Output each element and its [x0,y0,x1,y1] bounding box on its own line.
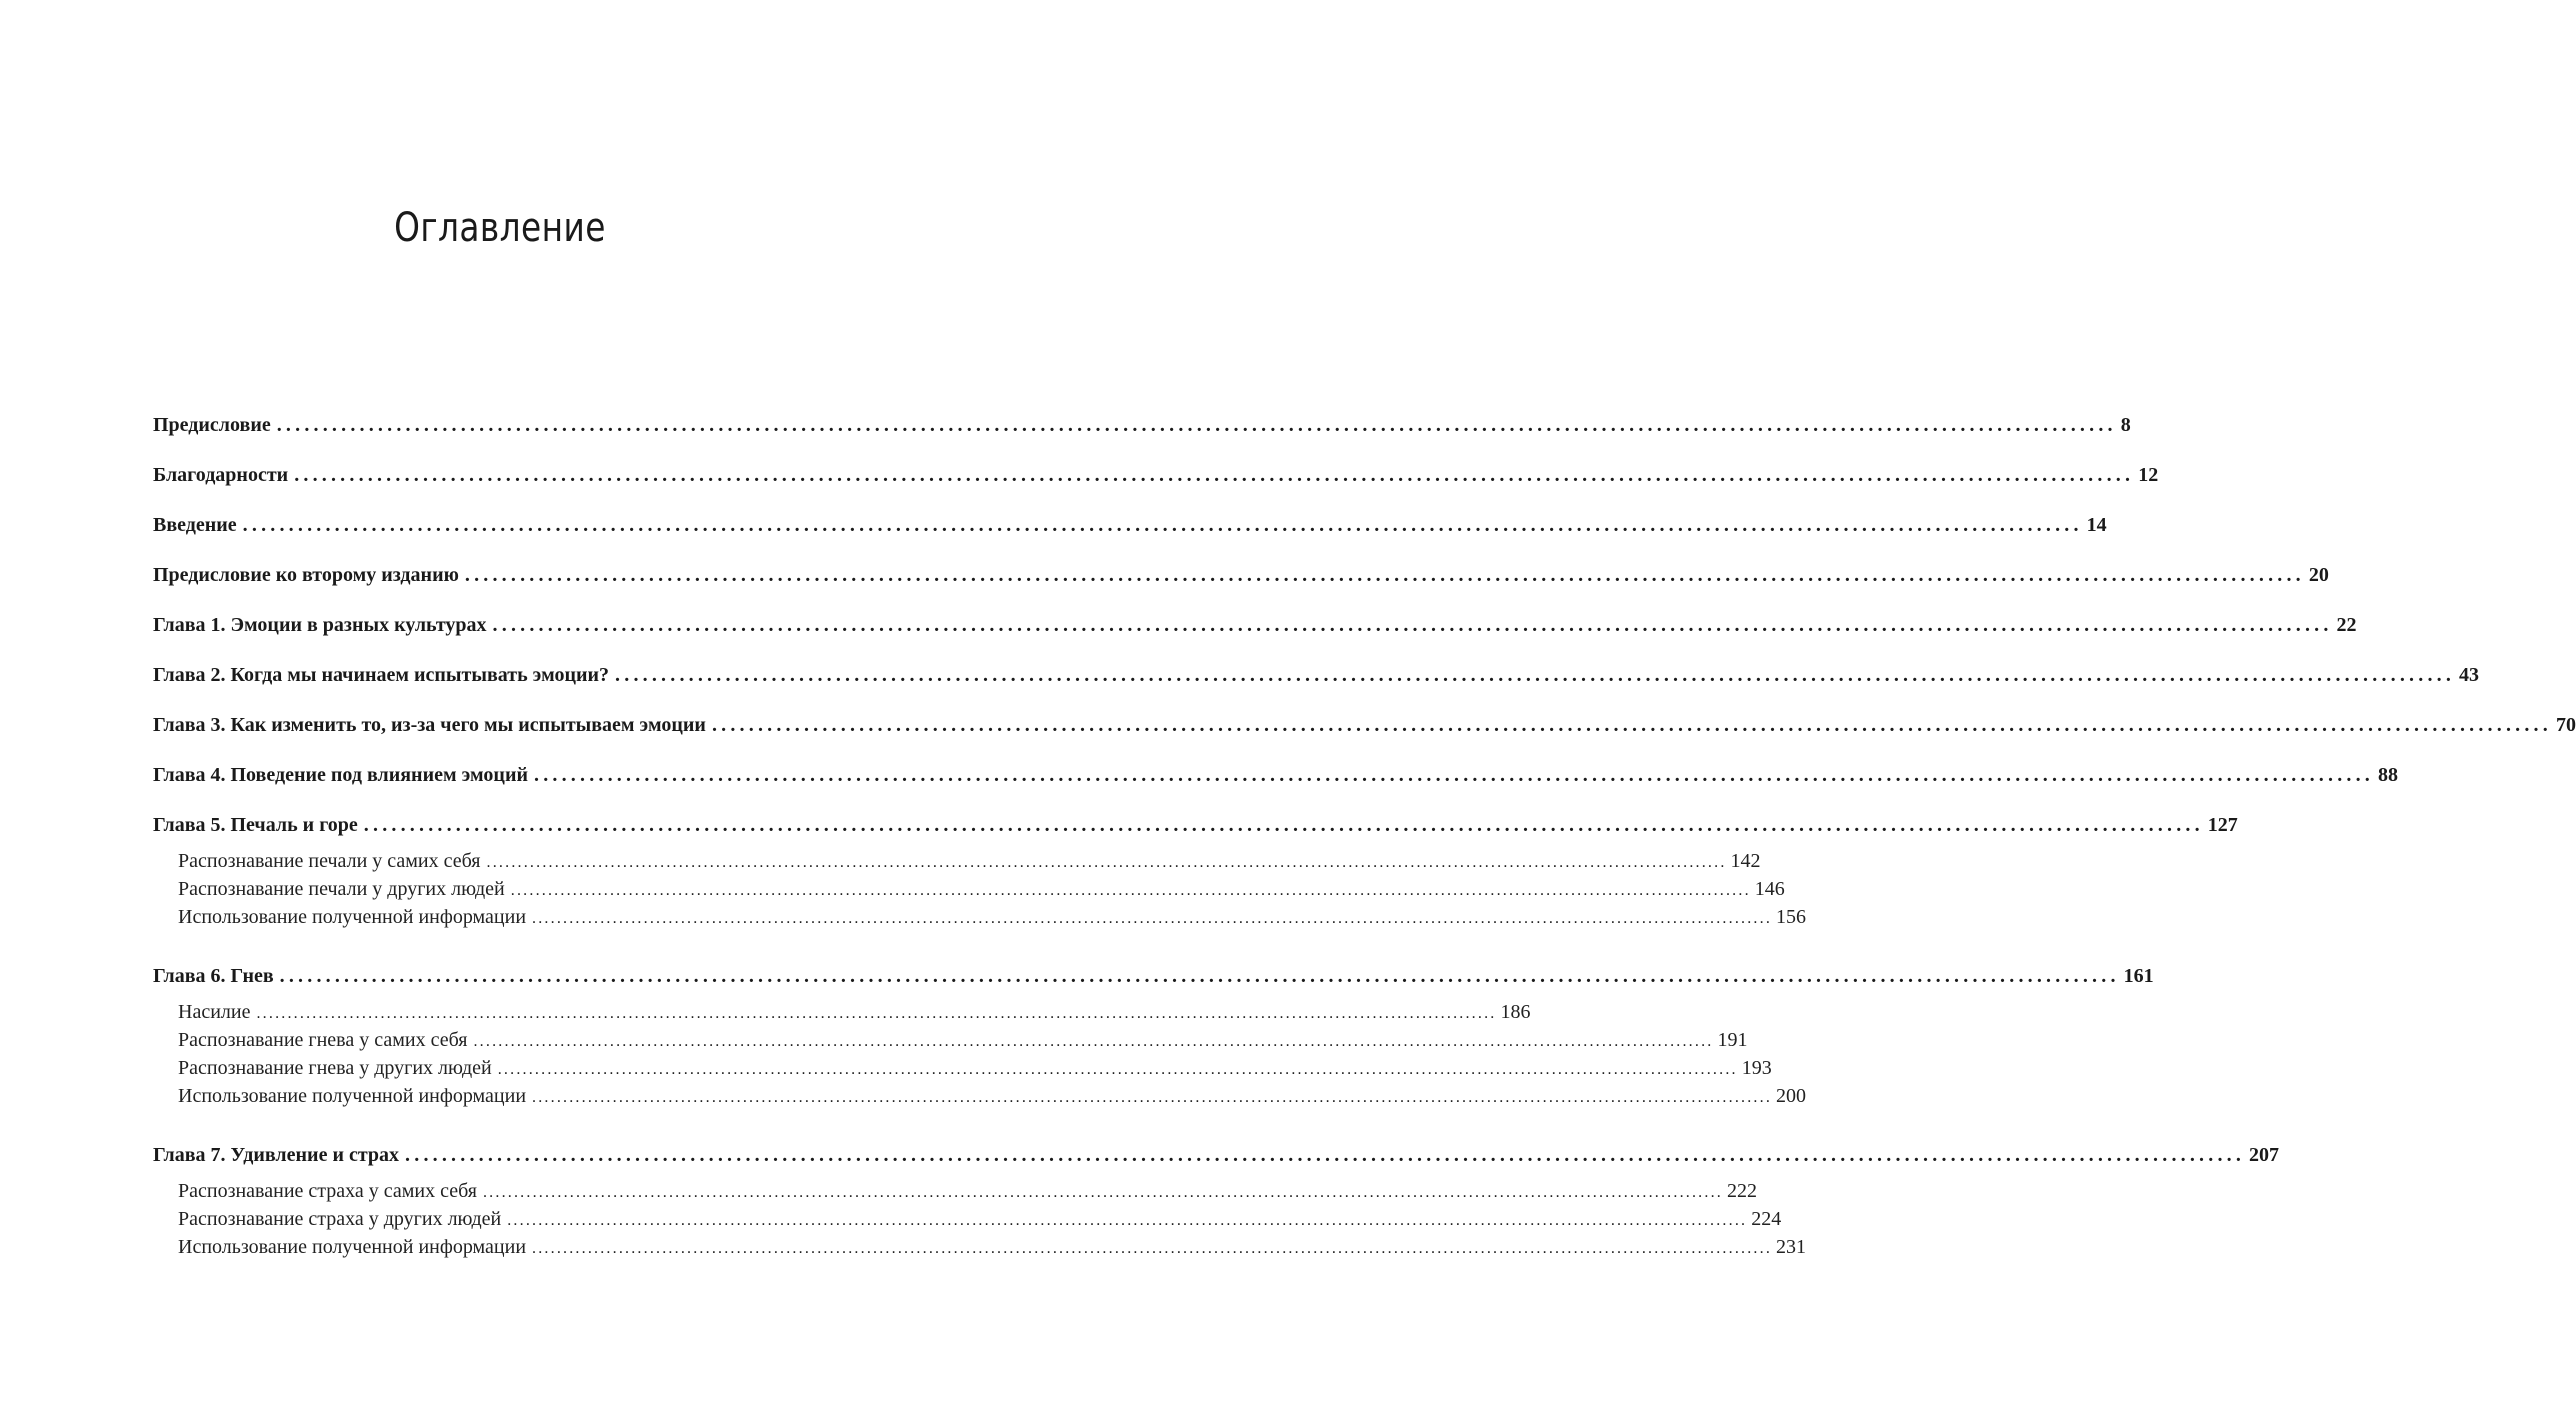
toc-entry-label: Глава 1. Эмоции в разных культурах [153,614,493,637]
toc-entry-page-number: 88 [2374,764,2398,787]
dot-leader: ........................................................................................................................................................................................................ [497,1061,1738,1078]
toc-subentry-page-number: 200 [1772,1085,1806,1108]
toc-entry [153,664,2480,694]
toc-subentry [153,1085,1807,1113]
toc-entry-page-number: 12 [2134,464,2158,487]
dot-leader: ........................................................................................................................................................................................................ [492,614,2333,636]
toc-entry [153,464,2159,494]
toc-subentry-page-number: 224 [1747,1208,1781,1231]
toc-subentry [153,1057,1772,1085]
toc-subentry [153,1208,1782,1236]
toc-subentry-label: Распознавание страха у самих себя [178,1180,483,1203]
dot-leader: ........................................................................................................................................................................................................ [242,514,2083,536]
toc-subentry-page-number: 146 [1751,878,1785,901]
toc-subentry-page-number: 191 [1713,1029,1747,1052]
toc-subentry-label: Распознавание печали у других людей [178,878,511,901]
toc-subentry-label: Распознавание гнева у самих себя [178,1029,473,1052]
toc-entry [153,814,2238,844]
toc-subentry-label: Распознавание страха у других людей [178,1208,507,1231]
toc-entry-label: Глава 6. Гнев [153,965,280,988]
toc-entry-page-number: 22 [2333,614,2357,637]
table-of-contents [153,414,2576,1275]
dot-leader: ........................................................................................................................................................................................................ [486,854,1727,871]
toc-subentry-page-number: 231 [1772,1236,1806,1259]
toc-subentry-page-number: 193 [1738,1057,1772,1080]
dot-leader: ........................................................................................................................................................................................................ [464,564,2305,586]
toc-entry-label: Предисловие [153,414,277,437]
toc-entry-page-number: 14 [2083,514,2107,537]
dot-leader: ........................................................................................................................................................................................................ [482,1184,1723,1201]
dot-leader: ........................................................................................................................................................................................................ [615,664,2456,686]
dot-leader: ........................................................................................................................................................................................................ [256,1005,1497,1022]
page-title: Оглавление [394,204,606,251]
dot-leader: ........................................................................................................................................................................................................ [711,714,2552,736]
toc-entry [153,764,2398,794]
toc-entry-page-number: 8 [2117,414,2131,437]
toc-entry-page-number: 161 [2120,965,2154,988]
toc-entry-page-number: 127 [2204,814,2238,837]
dot-leader: ........................................................................................................................................................................................................ [276,414,2117,436]
dot-leader: ........................................................................................................................................................................................................ [405,1144,2246,1166]
toc-entry-page-number: 43 [2455,664,2479,687]
toc-subentry-page-number: 142 [1727,850,1761,873]
toc-subentry-label: Использование полученной информации [178,906,532,929]
toc-subentry-label: Распознавание гнева у других людей [178,1057,498,1080]
toc-entry-label: Глава 2. Когда мы начинаем испытывать эмоции? [153,664,615,687]
toc-subentry [153,1236,1807,1264]
toc-subentry [153,1029,1748,1057]
toc-subentry [153,906,1807,934]
toc-subentry-label: Насилие [178,1001,256,1024]
dot-leader: ........................................................................................................................................................................................................ [510,882,1751,899]
toc-subentry [153,1001,1531,1029]
toc-entry-label: Глава 4. Поведение под влиянием эмоций [153,764,534,787]
toc-entry [153,965,2154,995]
toc-entry-label: Введение [153,514,243,537]
dot-leader: ........................................................................................................................................................................................................ [532,910,1773,927]
toc-subentry-label: Использование полученной информации [178,1236,532,1259]
dot-leader: ........................................................................................................................................................................................................ [534,764,2374,786]
toc-entry [153,564,2329,594]
toc-entry-label: Глава 7. Удивление и страх [153,1144,405,1167]
dot-leader: ........................................................................................................................................................................................................ [532,1089,1773,1106]
toc-entry [153,614,2357,644]
toc-entry-page-number: 20 [2305,564,2329,587]
toc-entry [153,414,2131,444]
toc-entry-label: Глава 3. Как изменить то, из-за чего мы испытываем эмоции [153,714,712,737]
dot-leader: ........................................................................................................................................................................................................ [363,814,2204,836]
toc-subentry [153,850,1761,878]
toc-entry-page-number: 207 [2245,1144,2279,1167]
dot-leader: ........................................................................................................................................................................................................ [294,464,2135,486]
toc-entry-label: Глава 5. Печаль и горе [153,814,364,837]
toc-entry-label: Благодарности [153,464,294,487]
toc-subentry-label: Распознавание печали у самих себя [178,850,487,873]
toc-entry-page-number: 70 [2552,714,2576,737]
toc-subentry-page-number: 222 [1723,1180,1757,1203]
toc-entry [153,1144,2280,1174]
dot-leader: ........................................................................................................................................................................................................ [279,965,2120,987]
toc-entry [153,514,2107,544]
toc-entry-label: Предисловие ко второму изданию [153,564,465,587]
toc-subentry [153,878,1785,906]
toc-subentry [153,1180,1757,1208]
toc-entry [153,714,2576,744]
toc-subentry-page-number: 156 [1772,906,1806,929]
dot-leader: ........................................................................................................................................................................................................ [473,1033,1714,1050]
dot-leader: ........................................................................................................................................................................................................ [532,1240,1773,1257]
toc-subentry-label: Использование полученной информации [178,1085,532,1108]
toc-subentry-page-number: 186 [1496,1001,1530,1024]
dot-leader: ........................................................................................................................................................................................................ [507,1212,1748,1229]
